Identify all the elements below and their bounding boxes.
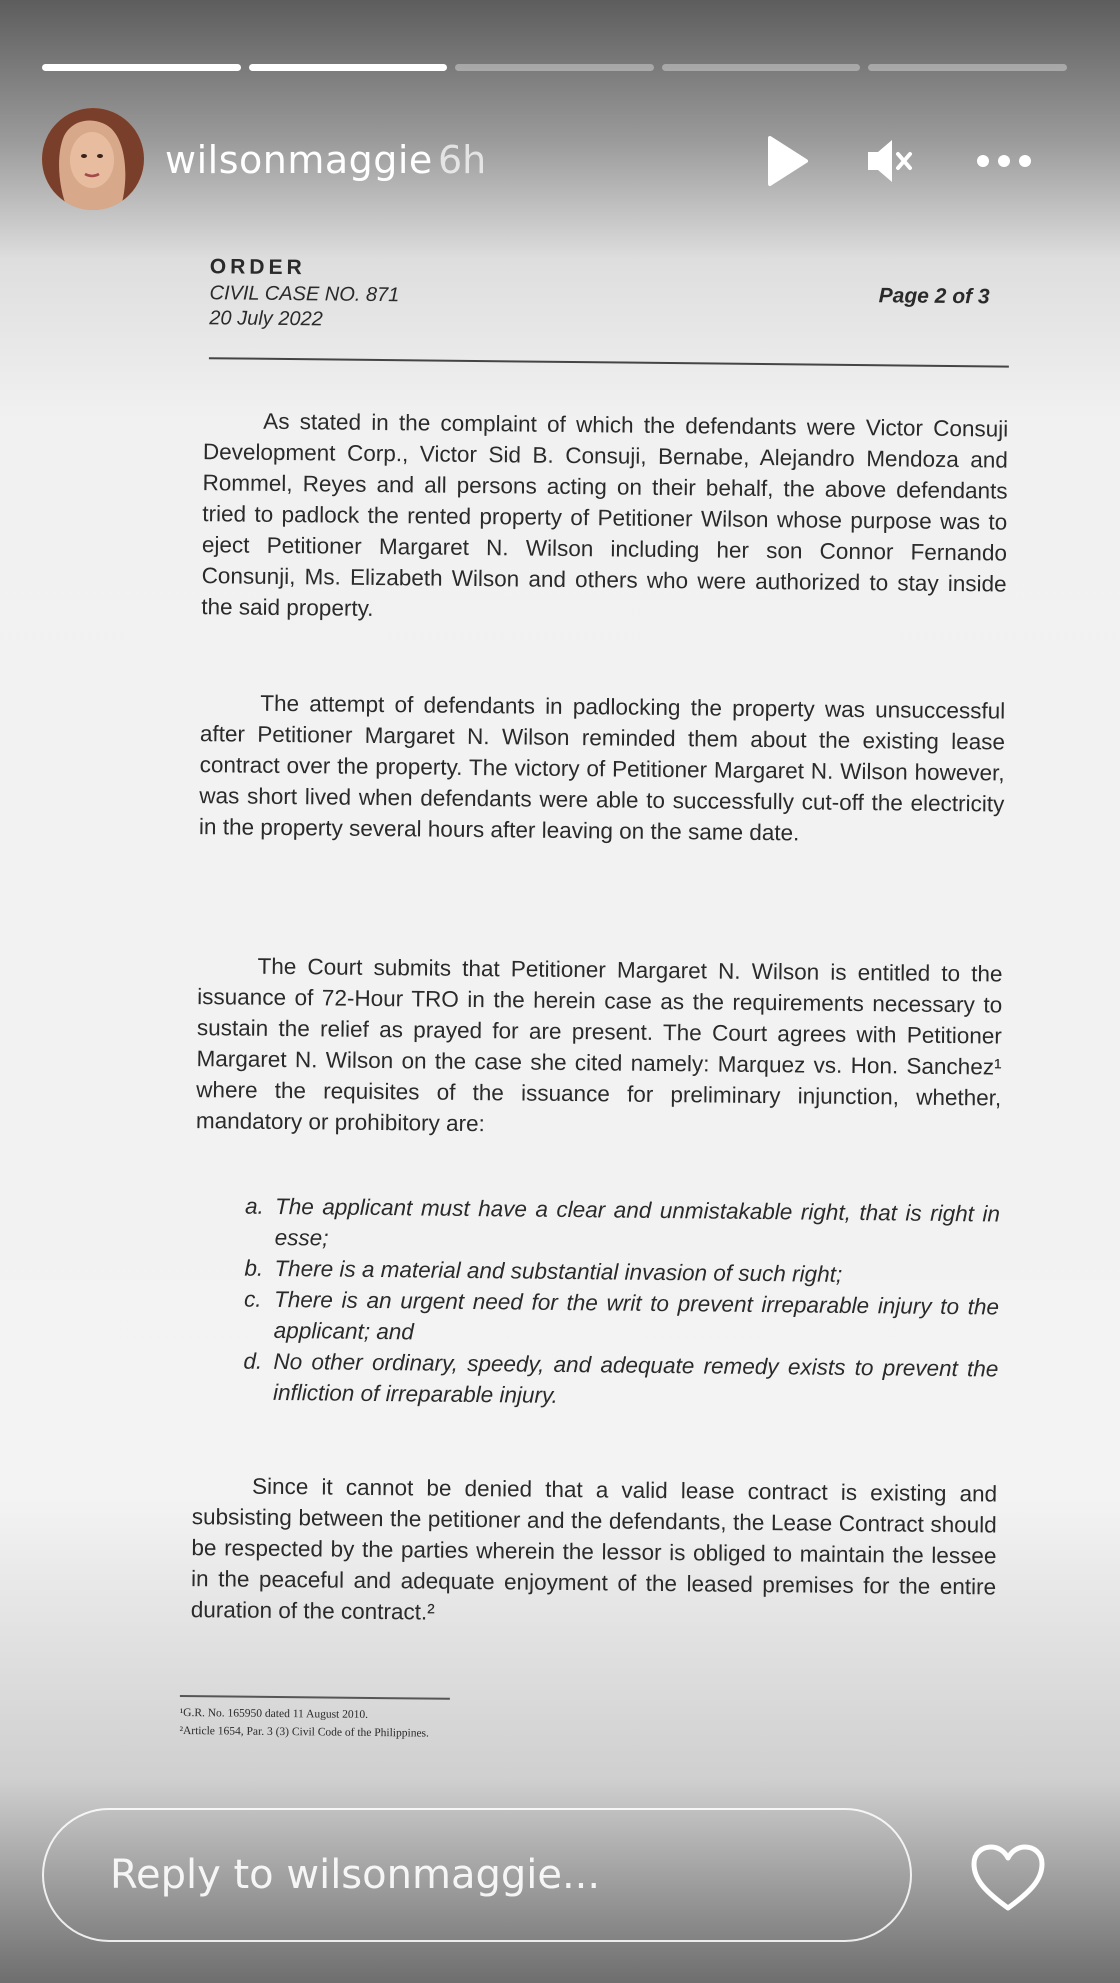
username[interactable]: wilsonmaggie bbox=[165, 138, 433, 182]
post-time: 6h bbox=[438, 138, 487, 182]
case-number: CIVIL CASE NO. 871 bbox=[209, 282, 400, 307]
header-divider bbox=[209, 357, 1009, 367]
avatar[interactable] bbox=[42, 108, 144, 210]
list-item: d. No other ordinary, speedy, and adequate remedy exists to prevent the infliction of irreparable injury. bbox=[243, 1348, 999, 1408]
story-progress-bar bbox=[42, 64, 1067, 71]
progress-segment bbox=[249, 64, 448, 71]
paragraph: As stated in the complaint of which the defendants were Victor Consuji Development Corp., Victor Sid B. Consuji, Bernabe, Alejandro Mendoza and Rommel, Reyes and all persons acting on their behalf, the above defendants tried to padlock the rented property of Petitioner Wilson whose purpose was to eject Petitioner Margaret N. Wilson including her son Connor Fernando Consunji, Ms. Elizabeth Wilson and others who were authorized to stay inside the said property. bbox=[201, 408, 1009, 621]
play-icon[interactable] bbox=[762, 134, 812, 188]
reply-placeholder[interactable]: Reply to wilsonmaggie... bbox=[110, 1852, 601, 1898]
paragraph: Since it cannot be denied that a valid lease contract is existing and subsisting between the petitioner and the defendants, the Lease Contract should be respected by the parties wherein the lessor is obliged to maintain the lessee in the peaceful and adequate enjoyment of the leased premises for the entire duration of the contract.² bbox=[190, 1473, 998, 1625]
court-order-document bbox=[174, 255, 1010, 1794]
page-number: Page 2 of 3 bbox=[878, 284, 990, 309]
paragraph: The Court submits that Petitioner Margaret N. Wilson is entitled to the issuance of 72-Hour TRO in the herein case as the requirements necessary to sustain the relief as prayed for are present. The Court agrees with Petitioner Margaret N. Wilson on the case she cited namely: Marquez vs. Hon. Sanchez¹ where the requisites of the issuance for preliminary injunction, whether, mandatory or prohibitory are: bbox=[195, 953, 1003, 1137]
order-date: 20 July 2022 bbox=[209, 307, 323, 331]
list-item: b. There is a material and substantial invasion of such right; bbox=[244, 1255, 843, 1287]
progress-segment bbox=[42, 64, 241, 71]
more-icon[interactable] bbox=[974, 134, 1034, 188]
heart-icon[interactable] bbox=[968, 1842, 1048, 1914]
reply-input[interactable] bbox=[42, 1808, 912, 1942]
footnote: ²Article 1654, Par. 3 (3) Civil Code of the Philippines. bbox=[179, 1724, 429, 1740]
progress-segment bbox=[868, 64, 1067, 71]
footnote-divider bbox=[180, 1695, 450, 1700]
requisites-list bbox=[243, 1191, 1000, 1416]
list-item: c. There is an urgent need for the writ to prevent irreparable injury to the applicant; and bbox=[243, 1286, 1000, 1345]
progress-segment bbox=[662, 64, 861, 71]
mute-icon[interactable] bbox=[864, 134, 916, 188]
list-item: a. The applicant must have a clear and unmistakable right, that is right in esse; bbox=[244, 1193, 1001, 1251]
progress-segment bbox=[455, 64, 654, 71]
footnote: ¹G.R. No. 165950 dated 11 August 2010. bbox=[179, 1706, 369, 1721]
paragraph: The attempt of defendants in padlocking the property was unsuccessful after Petitioner Margaret N. Wilson reminded them about the existing lease contract over the property. The victory of Petitioner Margaret N. Wilson however, was short lived when defendants were able to successfully cut-off the electricity in the property several hours after leaving on the same date. bbox=[198, 690, 1006, 846]
document-title: ORDER bbox=[209, 255, 306, 280]
